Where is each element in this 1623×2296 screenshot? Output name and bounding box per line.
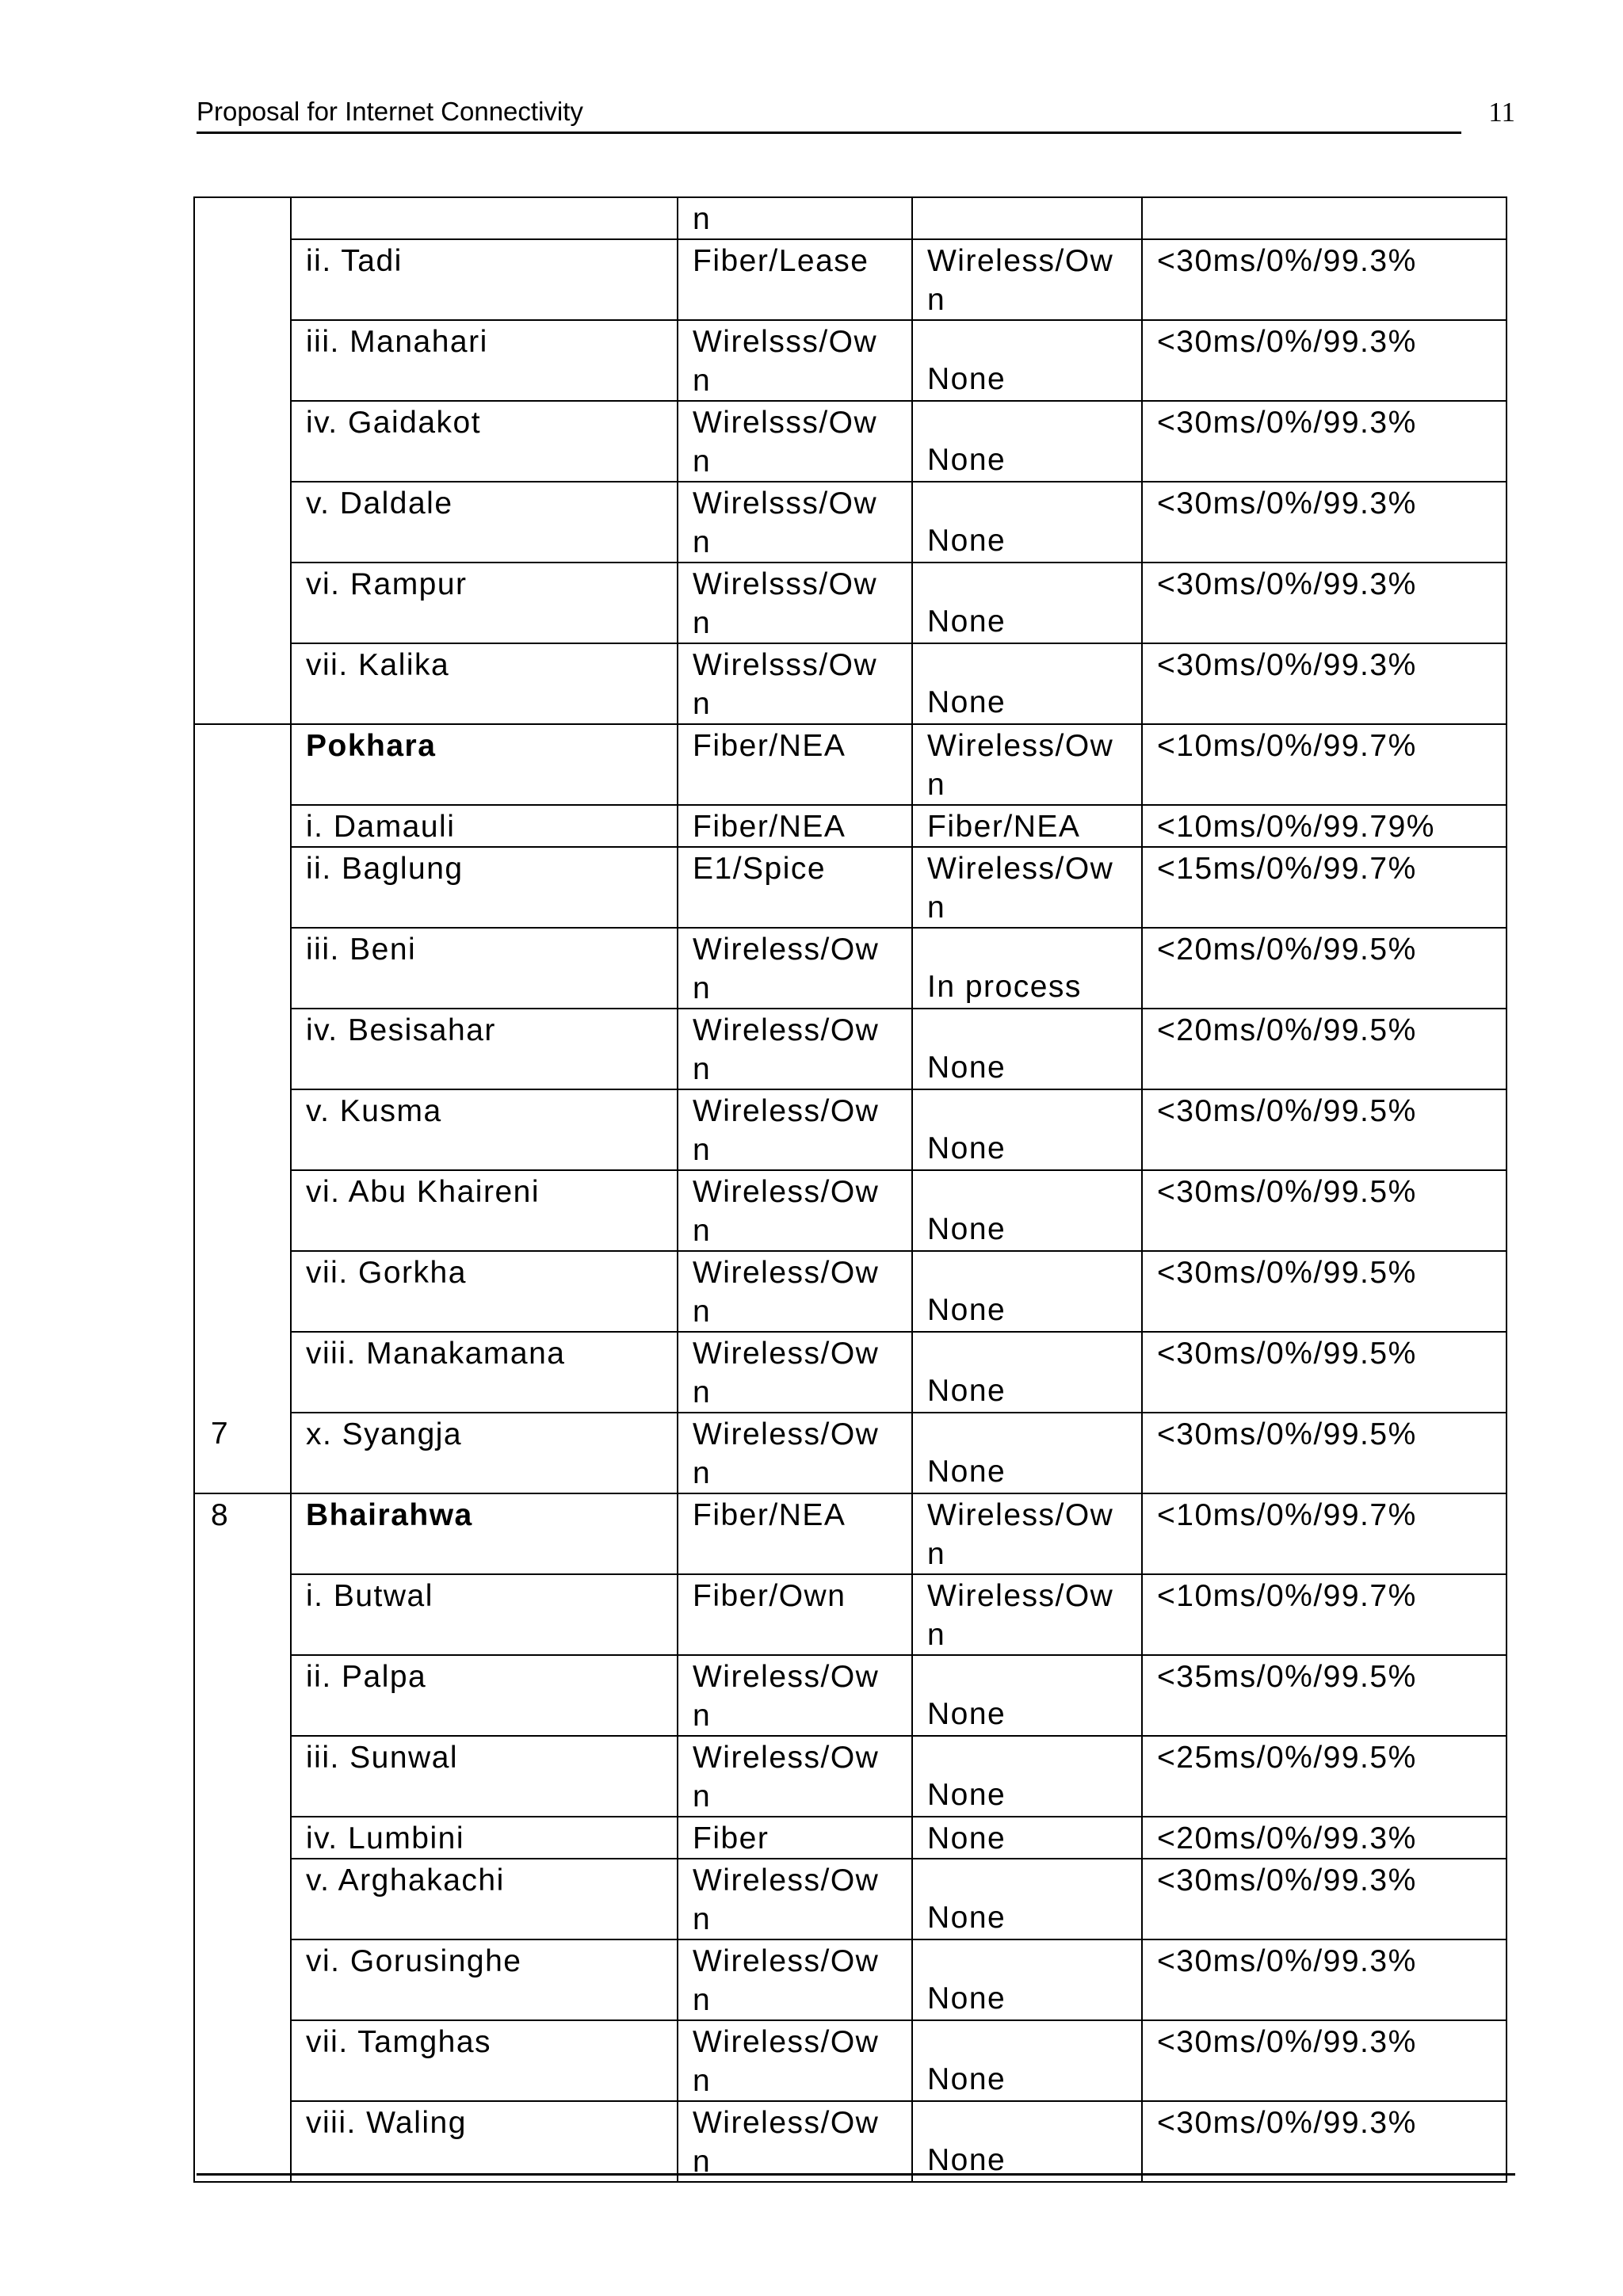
- performance-cell: [1142, 928, 1507, 1009]
- site-name-cell-text: iii. Sunwal: [306, 1741, 459, 1775]
- performance-cell-text: <30ms/0%/99.3%: [1157, 244, 1417, 278]
- backup-link-cell-text: None: [927, 605, 1006, 639]
- site-name-cell: [291, 643, 678, 724]
- performance-cell: [1142, 1736, 1507, 1817]
- site-name-cell: [291, 1089, 678, 1170]
- primary-link-cell: [678, 563, 912, 643]
- table-row: [194, 1251, 1507, 1332]
- table-row: [194, 563, 1507, 643]
- primary-link-cell: [678, 1170, 912, 1251]
- backup-link-cell: [912, 401, 1142, 482]
- performance-cell-text: <30ms/0%/99.5%: [1157, 1175, 1417, 1209]
- group-number-cell: [194, 1251, 291, 1332]
- group-number-cell-text: 8: [211, 1498, 230, 1532]
- backup-link-cell-text: None: [927, 524, 1006, 558]
- performance-cell-text: <10ms/0%/99.7%: [1157, 729, 1417, 763]
- performance-cell-text: <30ms/0%/99.3%: [1157, 648, 1417, 682]
- backup-link-cell: [912, 928, 1142, 1009]
- performance-cell: [1142, 1574, 1507, 1655]
- site-name-cell: [291, 805, 678, 847]
- backup-link-cell: [912, 1574, 1142, 1655]
- group-number-cell: [194, 320, 291, 401]
- group-number-cell: [194, 805, 291, 847]
- site-name-cell-text: v. Daldale: [306, 486, 453, 521]
- backup-link-cell: [912, 643, 1142, 724]
- backup-link-cell-text: None: [927, 362, 1006, 396]
- backup-link-cell-text: Wireless/Own: [927, 729, 1114, 802]
- site-name-cell-text: v. Kusma: [306, 1094, 442, 1128]
- group-number-cell: [194, 1493, 291, 1574]
- backup-link-cell: [912, 239, 1142, 320]
- primary-link-cell: [678, 1736, 912, 1817]
- performance-cell-text: <30ms/0%/99.3%: [1157, 486, 1417, 521]
- site-name-cell: [291, 197, 678, 239]
- backup-link-cell-text: None: [927, 1821, 1006, 1855]
- performance-cell: [1142, 239, 1507, 320]
- performance-cell: [1142, 482, 1507, 563]
- backup-link-cell-text: None: [927, 2143, 1006, 2177]
- primary-link-cell-text: Wireless/Own: [693, 1863, 880, 1936]
- group-number-cell: [194, 401, 291, 482]
- primary-link-cell-text: Wireless/Own: [693, 1741, 880, 1814]
- site-name-cell-text: iv. Lumbini: [306, 1821, 465, 1855]
- backup-link-cell: [912, 1251, 1142, 1332]
- site-name-cell-text: vi. Rampur: [306, 567, 468, 601]
- group-number-cell-text: 7: [211, 1417, 230, 1451]
- performance-cell-text: <30ms/0%/99.5%: [1157, 1094, 1417, 1128]
- backup-link-cell: [912, 197, 1142, 239]
- backup-link-cell: [912, 563, 1142, 643]
- connectivity-table: [193, 196, 1507, 2183]
- primary-link-cell: [678, 1413, 912, 1493]
- performance-cell-text: <30ms/0%/99.5%: [1157, 1256, 1417, 1290]
- performance-cell-text: <10ms/0%/99.79%: [1157, 810, 1435, 844]
- primary-link-cell-text: Wirelsss/Own: [693, 567, 878, 640]
- primary-link-cell: [678, 847, 912, 928]
- table-row: [194, 1413, 1507, 1493]
- backup-link-cell-text: None: [927, 1981, 1006, 2016]
- site-name-cell: [291, 1736, 678, 1817]
- group-number-cell: [194, 2101, 291, 2182]
- site-name-cell-text: Bhairahwa: [306, 1498, 473, 1532]
- primary-link-cell: [678, 239, 912, 320]
- site-name-cell-text: vii. Tamghas: [306, 2025, 492, 2059]
- table-row: [194, 1655, 1507, 1736]
- primary-link-cell-text: n: [693, 202, 712, 236]
- connectivity-table-body: [194, 197, 1507, 2182]
- performance-cell-text: <25ms/0%/99.5%: [1157, 1741, 1417, 1775]
- primary-link-cell: [678, 1009, 912, 1089]
- backup-link-cell: [912, 847, 1142, 928]
- table-row: [194, 1939, 1507, 2020]
- backup-link-cell-text: Wireless/Own: [927, 852, 1114, 925]
- performance-cell-text: <10ms/0%/99.7%: [1157, 1579, 1417, 1613]
- performance-cell: [1142, 1655, 1507, 1736]
- site-name-cell-text: ii. Palpa: [306, 1660, 427, 1694]
- table-row: [194, 401, 1507, 482]
- table-row: [194, 239, 1507, 320]
- primary-link-cell-text: Wirelsss/Own: [693, 325, 878, 398]
- primary-link-cell-text: Wireless/Own: [693, 1013, 880, 1086]
- performance-cell-text: <35ms/0%/99.5%: [1157, 1660, 1417, 1694]
- site-name-cell: [291, 928, 678, 1009]
- backup-link-cell: [912, 320, 1142, 401]
- performance-cell: [1142, 1817, 1507, 1859]
- performance-cell-text: <30ms/0%/99.3%: [1157, 567, 1417, 601]
- primary-link-cell-text: Wireless/Own: [693, 1417, 880, 1490]
- primary-link-cell: [678, 1859, 912, 1939]
- performance-cell-text: <15ms/0%/99.7%: [1157, 852, 1417, 886]
- group-number-cell: [194, 1413, 291, 1493]
- site-name-cell: [291, 2101, 678, 2182]
- group-number-cell: [194, 482, 291, 563]
- performance-cell: [1142, 1251, 1507, 1332]
- primary-link-cell-text: Wireless/Own: [693, 2106, 880, 2179]
- primary-link-cell: [678, 643, 912, 724]
- backup-link-cell: [912, 482, 1142, 563]
- primary-link-cell: [678, 1089, 912, 1170]
- backup-link-cell-text: Wireless/Own: [927, 1579, 1114, 1652]
- primary-link-cell: [678, 1574, 912, 1655]
- primary-link-cell-text: Fiber/NEA: [693, 1498, 846, 1532]
- primary-link-cell-text: Wireless/Own: [693, 2025, 880, 2098]
- performance-cell: [1142, 1089, 1507, 1170]
- table-row: [194, 320, 1507, 401]
- backup-link-cell-text: In process: [927, 970, 1082, 1004]
- table-row: [194, 724, 1507, 805]
- performance-cell: [1142, 401, 1507, 482]
- performance-cell: [1142, 1413, 1507, 1493]
- primary-link-cell: [678, 401, 912, 482]
- group-number-cell: [194, 928, 291, 1009]
- site-name-cell: [291, 239, 678, 320]
- table-row: [194, 805, 1507, 847]
- performance-cell: [1142, 724, 1507, 805]
- group-number-cell: [194, 1939, 291, 2020]
- primary-link-cell-text: Wireless/Own: [693, 933, 880, 1005]
- group-number-cell: [194, 1736, 291, 1817]
- site-name-cell-text: iii. Beni: [306, 933, 417, 967]
- site-name-cell: [291, 1574, 678, 1655]
- group-number-cell: [194, 197, 291, 239]
- footer-rule: [197, 2173, 1515, 2176]
- backup-link-cell-text: None: [927, 1455, 1006, 1489]
- site-name-cell-text: iii. Manahari: [306, 325, 488, 359]
- site-name-cell-text: ii. Baglung: [306, 852, 464, 886]
- site-name-cell-text: v. Arghakachi: [306, 1863, 505, 1897]
- site-name-cell: [291, 1332, 678, 1413]
- primary-link-cell: [678, 1655, 912, 1736]
- site-name-cell: [291, 482, 678, 563]
- primary-link-cell-text: Wireless/Own: [693, 1256, 880, 1329]
- performance-cell-text: <10ms/0%/99.7%: [1157, 1498, 1417, 1532]
- backup-link-cell-text: None: [927, 1212, 1006, 1246]
- site-name-cell: [291, 1939, 678, 2020]
- site-name-cell-text: iv. Besisahar: [306, 1013, 496, 1047]
- site-name-cell-text: i. Butwal: [306, 1579, 433, 1613]
- table-row: [194, 643, 1507, 724]
- site-name-cell-text: vii. Kalika: [306, 648, 450, 682]
- table-row: [194, 1170, 1507, 1251]
- backup-link-cell: [912, 1170, 1142, 1251]
- primary-link-cell: [678, 1332, 912, 1413]
- performance-cell: [1142, 1332, 1507, 1413]
- performance-cell: [1142, 643, 1507, 724]
- site-name-cell-text: vi. Abu Khaireni: [306, 1175, 540, 1209]
- group-number-cell: [194, 847, 291, 928]
- primary-link-cell: [678, 928, 912, 1009]
- performance-cell-text: <30ms/0%/99.3%: [1157, 2025, 1417, 2059]
- table-row: [194, 1817, 1507, 1859]
- performance-cell-text: <30ms/0%/99.3%: [1157, 406, 1417, 440]
- performance-cell-text: <20ms/0%/99.5%: [1157, 1013, 1417, 1047]
- table-row: [194, 1493, 1507, 1574]
- primary-link-cell: [678, 724, 912, 805]
- performance-cell-text: <20ms/0%/99.3%: [1157, 1821, 1417, 1855]
- site-name-cell-text: iv. Gaidakot: [306, 406, 482, 440]
- backup-link-cell: [912, 1089, 1142, 1170]
- performance-cell: [1142, 2020, 1507, 2101]
- site-name-cell: [291, 847, 678, 928]
- site-name-cell: [291, 1170, 678, 1251]
- site-name-cell: [291, 724, 678, 805]
- primary-link-cell: [678, 805, 912, 847]
- backup-link-cell: [912, 2020, 1142, 2101]
- backup-link-cell-text: Wireless/Own: [927, 244, 1114, 317]
- primary-link-cell-text: Fiber: [693, 1821, 769, 1855]
- performance-cell-text: <30ms/0%/99.5%: [1157, 1337, 1417, 1371]
- performance-cell: [1142, 197, 1507, 239]
- site-name-cell-text: i. Damauli: [306, 810, 456, 844]
- site-name-cell: [291, 1009, 678, 1089]
- backup-link-cell: [912, 1009, 1142, 1089]
- page-number: 11: [1488, 97, 1515, 128]
- table-row: [194, 482, 1507, 563]
- primary-link-cell: [678, 197, 912, 239]
- primary-link-cell: [678, 320, 912, 401]
- site-name-cell: [291, 401, 678, 482]
- performance-cell-text: <30ms/0%/99.3%: [1157, 325, 1417, 359]
- backup-link-cell-text: None: [927, 1051, 1006, 1085]
- table-row: [194, 1574, 1507, 1655]
- primary-link-cell-text: Fiber/NEA: [693, 729, 846, 763]
- backup-link-cell-text: None: [927, 685, 1006, 719]
- performance-cell: [1142, 1009, 1507, 1089]
- site-name-cell: [291, 1251, 678, 1332]
- primary-link-cell-text: Wireless/Own: [693, 1660, 880, 1733]
- group-number-cell: [194, 2020, 291, 2101]
- table-row: [194, 928, 1507, 1009]
- site-name-cell: [291, 1493, 678, 1574]
- primary-link-cell: [678, 2101, 912, 2182]
- primary-link-cell-text: Fiber/NEA: [693, 810, 846, 844]
- group-number-cell: [194, 1009, 291, 1089]
- backup-link-cell-text: None: [927, 1293, 1006, 1327]
- performance-cell-text: <30ms/0%/99.3%: [1157, 1944, 1417, 1978]
- group-number-cell: [194, 1332, 291, 1413]
- site-name-cell: [291, 563, 678, 643]
- backup-link-cell: [912, 1493, 1142, 1574]
- backup-link-cell: [912, 724, 1142, 805]
- backup-link-cell: [912, 1736, 1142, 1817]
- backup-link-cell-text: None: [927, 1901, 1006, 1935]
- site-name-cell-text: vi. Gorusinghe: [306, 1944, 522, 1978]
- running-header-title: Proposal for Internet Connectivity: [197, 97, 583, 126]
- group-number-cell: [194, 1859, 291, 1939]
- primary-link-cell-text: Fiber/Own: [693, 1579, 846, 1613]
- backup-link-cell: [912, 2101, 1142, 2182]
- site-name-cell-text: x. Syangja: [306, 1417, 463, 1451]
- group-number-cell: [194, 1170, 291, 1251]
- primary-link-cell: [678, 1817, 912, 1859]
- table-row: [194, 1089, 1507, 1170]
- primary-link-cell-text: Wirelsss/Own: [693, 648, 878, 721]
- performance-cell: [1142, 320, 1507, 401]
- primary-link-cell: [678, 1493, 912, 1574]
- backup-link-cell: [912, 1817, 1142, 1859]
- performance-cell: [1142, 847, 1507, 928]
- site-name-cell: [291, 320, 678, 401]
- header-rule: [197, 132, 1461, 134]
- primary-link-cell: [678, 1939, 912, 2020]
- performance-cell-text: <20ms/0%/99.5%: [1157, 933, 1417, 967]
- group-number-cell: [194, 1089, 291, 1170]
- backup-link-cell: [912, 1939, 1142, 2020]
- table-row: [194, 847, 1507, 928]
- backup-link-cell-text: None: [927, 1374, 1006, 1408]
- table-row: [194, 2101, 1507, 2182]
- site-name-cell: [291, 1413, 678, 1493]
- primary-link-cell-text: Wireless/Own: [693, 1175, 880, 1248]
- performance-cell-text: <30ms/0%/99.5%: [1157, 1417, 1417, 1451]
- performance-cell-text: <30ms/0%/99.3%: [1157, 2106, 1417, 2140]
- primary-link-cell-text: Wireless/Own: [693, 1337, 880, 1409]
- performance-cell: [1142, 805, 1507, 847]
- site-name-cell: [291, 1859, 678, 1939]
- primary-link-cell-text: Fiber/Lease: [693, 244, 869, 278]
- performance-cell: [1142, 2101, 1507, 2182]
- site-name-cell-text: viii. Waling: [306, 2106, 467, 2140]
- site-name-cell-text: Pokhara: [306, 729, 437, 763]
- backup-link-cell: [912, 1413, 1142, 1493]
- performance-cell: [1142, 1859, 1507, 1939]
- table-row: [194, 1736, 1507, 1817]
- primary-link-cell-text: Wirelsss/Own: [693, 406, 878, 479]
- site-name-cell-text: viii. Manakamana: [306, 1337, 566, 1371]
- group-number-cell: [194, 1817, 291, 1859]
- primary-link-cell-text: Wirelsss/Own: [693, 486, 878, 559]
- table-row: [194, 197, 1507, 239]
- backup-link-cell-text: None: [927, 443, 1006, 477]
- table-row: [194, 1332, 1507, 1413]
- backup-link-cell: [912, 805, 1142, 847]
- backup-link-cell-text: None: [927, 1131, 1006, 1165]
- performance-cell: [1142, 1170, 1507, 1251]
- table-row: [194, 1859, 1507, 1939]
- primary-link-cell-text: Wireless/Own: [693, 1094, 880, 1167]
- backup-link-cell-text: None: [927, 2062, 1006, 2096]
- performance-cell: [1142, 1939, 1507, 2020]
- site-name-cell: [291, 1655, 678, 1736]
- table-row: [194, 1009, 1507, 1089]
- site-name-cell: [291, 1817, 678, 1859]
- site-name-cell: [291, 2020, 678, 2101]
- performance-cell: [1142, 563, 1507, 643]
- table-row: [194, 2020, 1507, 2101]
- backup-link-cell-text: None: [927, 1778, 1006, 1812]
- group-number-cell: [194, 1655, 291, 1736]
- group-number-cell: [194, 239, 291, 320]
- primary-link-cell: [678, 2020, 912, 2101]
- performance-cell: [1142, 1493, 1507, 1574]
- backup-link-cell-text: Wireless/Own: [927, 1498, 1114, 1571]
- primary-link-cell: [678, 482, 912, 563]
- group-number-cell: [194, 563, 291, 643]
- backup-link-cell: [912, 1332, 1142, 1413]
- site-name-cell-text: vii. Gorkha: [306, 1256, 467, 1290]
- backup-link-cell-text: Fiber/NEA: [927, 810, 1081, 844]
- site-name-cell-text: ii. Tadi: [306, 244, 403, 278]
- backup-link-cell: [912, 1655, 1142, 1736]
- primary-link-cell-text: Wireless/Own: [693, 1944, 880, 2017]
- primary-link-cell-text: E1/Spice: [693, 852, 827, 886]
- primary-link-cell: [678, 1251, 912, 1332]
- group-number-cell: [194, 724, 291, 805]
- backup-link-cell-text: None: [927, 1697, 1006, 1731]
- group-number-cell: [194, 643, 291, 724]
- group-number-cell: [194, 1574, 291, 1655]
- backup-link-cell: [912, 1859, 1142, 1939]
- performance-cell-text: <30ms/0%/99.3%: [1157, 1863, 1417, 1897]
